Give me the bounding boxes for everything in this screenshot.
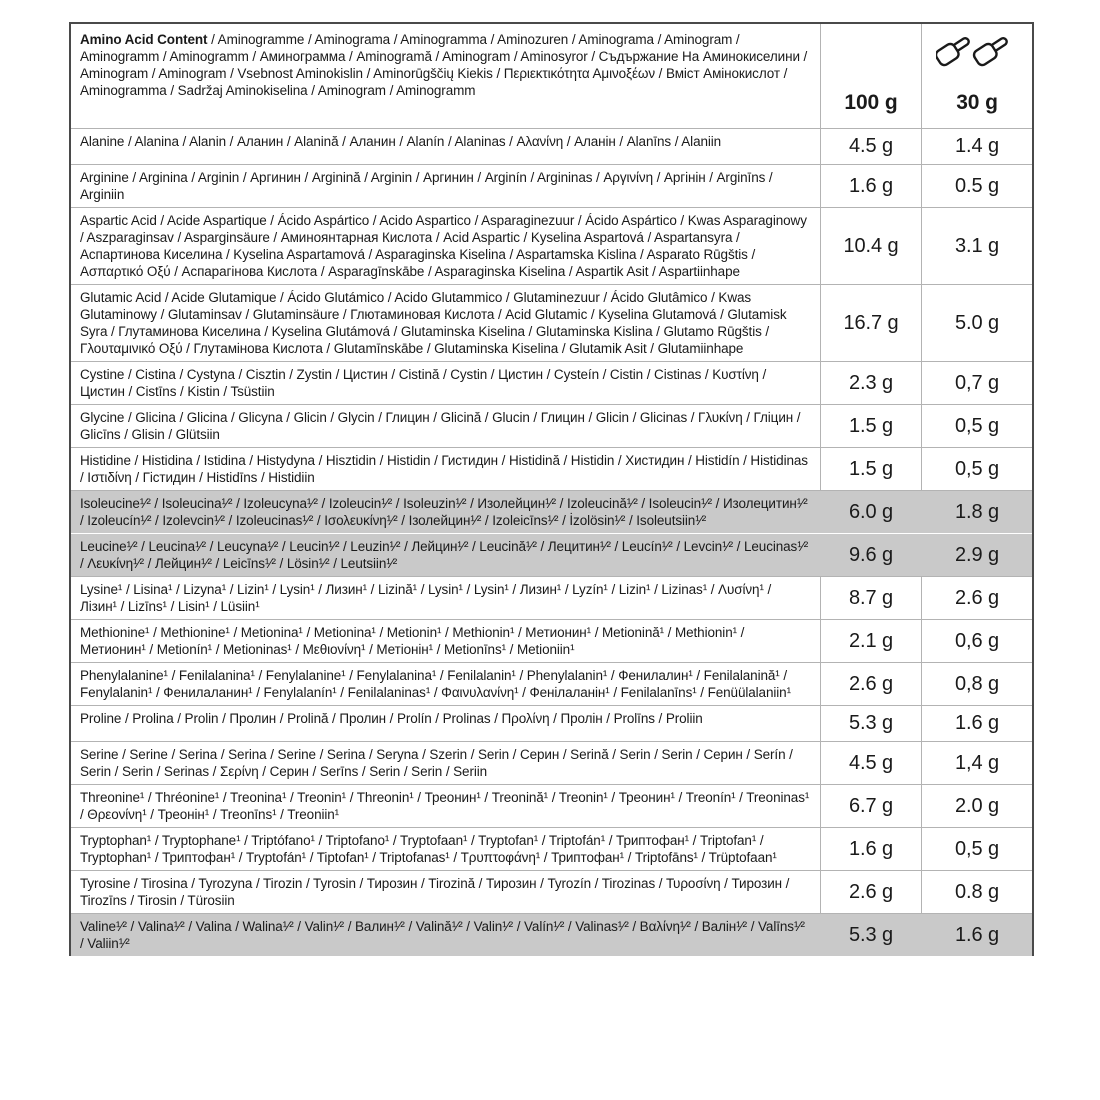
value-100g: 1.6 g [820, 828, 921, 870]
table-row [71, 207, 1032, 284]
value-100g: 5.3 g [849, 923, 893, 946]
amino-acid-names: Glutamic Acid / Acide Glutamique / Ácido Glutámico / Acido Glutammico / Glutaminezuur / Ácido Glutâmico / Kwas Glutaminowy / Glutaminsav / Glutaminsäure / Глютаминовая Кислота / Acid Glutamic / Kyselina Glutamová / Glutamisk Syra / Глутаминова Киселина / Kyselina Glutámová / Glutaminska Kiselina / Glutaminska Kislina / Glutamo Rūgštis / Γλουταμινικό Οξύ / Глутамінова Кислота / Glutamīnskābe / Glutaminska Kiselina / Glutamik Asit / Glutamiinhape [80, 290, 787, 356]
table-header-row [71, 24, 1032, 128]
column-header-30g [921, 24, 1032, 128]
table-row [71, 870, 1032, 913]
value-100g: 16.7 g [820, 285, 921, 361]
value-100g: 1.5 g [820, 448, 921, 490]
value-100g: 8.7 g [820, 577, 921, 619]
amino-acid-table [69, 22, 1034, 956]
amino-acid-names: Valine¹⁄² / Valina¹⁄² / Valina / Walina¹⁄² / Valin¹⁄² / Валин¹⁄² / Valină¹⁄² / Valin¹⁄² / Valín¹⁄² / Valinas¹⁄² / Βαλίνη¹⁄² / Валін¹⁄² / Valīns¹⁄² / Valiin¹⁄² [80, 919, 805, 951]
value-30g: 0.5 g [921, 165, 1032, 207]
table-row [71, 576, 1032, 619]
table-row [71, 447, 1032, 490]
value-100g: 9.6 g [849, 543, 893, 566]
amino-acid-names: Cystine / Cistina / Cystyna / Cisztin / Zystin / Цистин / Cistină / Cystin / Цистин / Cysteín / Cistin / Cistinas / Κυστίνη / Цистин / Cistīns / Kistin / Tsüstiin [80, 367, 767, 399]
table-row [71, 164, 1032, 207]
value-30g: 2.6 g [921, 577, 1032, 619]
amino-acid-names: Lysine¹ / Lisina¹ / Lizyna¹ / Lizin¹ / Lysin¹ / Лизин¹ / Lizină¹ / Lysin¹ / Lysin¹ / Лизин¹ / Lyzín¹ / Lizin¹ / Lizinas¹ / Λυσίνη¹ / Лізин¹ / Lizīns¹ / Lisin¹ / Lüsiin¹ [80, 582, 772, 614]
table-row [71, 741, 1032, 784]
column-header-100g: 100 g [820, 24, 921, 128]
table-row [71, 784, 1032, 827]
table-row [71, 827, 1032, 870]
amino-acid-names: Proline / Prolina / Prolin / Пролин / Prolină / Пролин / Prolín / Prolinas / Προλίνη / Пролін / Prolīns / Proliin [80, 711, 703, 726]
value-30g: 5.0 g [921, 285, 1032, 361]
value-100g: 2.3 g [820, 362, 921, 404]
amino-acid-names: Isoleucine¹⁄² / Isoleucina¹⁄² / Izoleucyna¹⁄² / Izoleucin¹⁄² / Isoleuzin¹⁄² / Изолейцин¹⁄² / Izoleucină¹⁄² / Isoleucin¹⁄² / Изолецитин¹⁄² / Izoleucín¹⁄² / Izolevcin¹⁄² / Izoleucinas¹⁄² / Ισολευκίνη¹⁄² / Ізолейцин¹⁄² / Izoleicīns¹⁄² / İzolösin¹⁄² / Isoleutsiin¹⁄² [80, 496, 808, 528]
amino-acid-names: Arginine / Arginina / Arginin / Аргинин / Arginină / Arginin / Аргинин / Arginín / Argininas / Αργινίνη / Аргінін / Arginīns / Arginiin [80, 170, 773, 202]
table-title-translations: / Aminogramme / Aminograma / Aminogramma / Aminozuren / Aminograma / Aminogram / Aminogramm / Aminogramm / Аминограмма / Aminogramă / Aminogram / Aminosyror / Съдържание На Аминокиселини / Aminogram / Aminogram / Vsebnost Aminokislin / Aminorūgščių Kiekis / Περιεκτικότητα Αμινοξέων / Вміст Амінокислот / Aminogramma / Sadržaj Aminokiselina / Aminogram / Aminogramm [80, 32, 808, 98]
value-30g: 0,5 g [921, 828, 1032, 870]
value-30g: 0,5 g [921, 448, 1032, 490]
value-100g: 2.1 g [820, 620, 921, 662]
value-30g: 0.8 g [921, 871, 1032, 913]
measuring-scoops-icon [936, 32, 1018, 74]
amino-acid-names: Methionine¹ / Methionine¹ / Metionina¹ / Metionina¹ / Metionin¹ / Methionin¹ / Метионин¹ / Metionină¹ / Methionin¹ / Метионин¹ / Metionín¹ / Metioninas¹ / Μεθιονίνη¹ / Метіонін¹ / Metionīns¹ / Metioniin¹ [80, 625, 745, 657]
value-30g: 2.9 g [955, 543, 999, 566]
value-100g: 2.6 g [820, 871, 921, 913]
table-row-highlighted [71, 490, 1032, 533]
value-100g: 1.5 g [820, 405, 921, 447]
amino-acid-names: Glycine / Glicina / Glicina / Glicyna / Glicin / Glycin / Глицин / Glicină / Glucin / Глицин / Glicin / Glicinas / Γλυκίνη / Гліцин / Glicīns / Glisin / Glütsiin [80, 410, 801, 442]
amino-acid-names: Aspartic Acid / Acide Aspartique / Ácido Aspártico / Acido Aspartico / Asparaginezuur / Ácido Aspártico / Kwas Asparaginowy / Aszparaginsav / Asparginsäure / Аминоянтарная Кислота / Acid Aspartic / Kyselina Aspartová / Aspartansyra / Аспартинова Киселина / Kyselina Aspartamová / Asparaginska Kiselina / Aspartamska Kislina / Asparato Rūgštis / Ασπαρτικό Οξύ / Аспарагінова Кислота / Asparagīnskābe / Asparaginska Kiselina / Aspartik Asit / Aspartiinhape [80, 213, 807, 279]
value-30g: 1.6 g [921, 706, 1032, 741]
value-100g: 6.0 g [849, 500, 893, 523]
table-row [71, 662, 1032, 705]
value-30g: 0,6 g [921, 620, 1032, 662]
value-100g: 5.3 g [820, 706, 921, 741]
value-30g: 1,4 g [921, 742, 1032, 784]
value-100g: 2.6 g [820, 663, 921, 705]
table-row-highlighted [71, 913, 1032, 956]
value-100g: 4.5 g [820, 129, 921, 164]
amino-acid-names: Leucine¹⁄² / Leucina¹⁄² / Leucyna¹⁄² / Leucin¹⁄² / Leuzin¹⁄² / Лейцин¹⁄² / Leucină¹⁄² / Лецитин¹⁄² / Leucín¹⁄² / Levcin¹⁄² / Leucinas¹⁄² / Λευκίνη¹⁄² / Лейцин¹⁄² / Leicīns¹⁄² / Lösin¹⁄² / Leutsiin¹⁄² [80, 539, 809, 571]
value-30g: 1.4 g [921, 129, 1032, 164]
amino-acid-names: Serine / Serine / Serina / Serina / Serine / Serina / Seryna / Szerin / Serin / Серин / Serină / Serin / Serin / Серин / Serín / Serin / Serin / Serinas / Σερίνη / Серин / Serīns / Serin / Serin / Seriin [80, 747, 793, 779]
value-30g: 1.8 g [955, 500, 999, 523]
amino-acid-names: Threonine¹ / Thréonine¹ / Treonina¹ / Treonin¹ / Threonin¹ / Треонин¹ / Treonină¹ / Treonin¹ / Треонин¹ / Treonín¹ / Treoninas¹ / Θρεονίνη¹ / Треонін¹ / Treonīns¹ / Treoniin¹ [80, 790, 810, 822]
value-30g: 3.1 g [921, 208, 1032, 284]
table-row [71, 128, 1032, 164]
table-row [71, 284, 1032, 361]
amino-acid-names: Alanine / Alanina / Alanin / Аланин / Alanină / Аланин / Alanín / Alaninas / Αλανίνη / Аланін / Alanīns / Alaniin [80, 134, 722, 149]
table-row-highlighted [71, 533, 1032, 576]
amino-acid-names: Tryptophan¹ / Tryptophane¹ / Triptófano¹ / Triptofano¹ / Tryptofaan¹ / Tryptofan¹ / Triptofán¹ / Триптофан¹ / Triptofan¹ / Tryptophan¹ / Триптофан¹ / Tryptofán¹ / Tiptofan¹ / Triptofanas¹ / Τρυπτοφάνη¹ / Триптофан¹ / Triptofāns¹ / Trüptofaan¹ [80, 833, 777, 865]
table-title-bold: Amino Acid Content [80, 32, 208, 47]
value-30g: 0,8 g [921, 663, 1032, 705]
table-row [71, 361, 1032, 404]
value-30g: 0,7 g [921, 362, 1032, 404]
value-30g: 2.0 g [921, 785, 1032, 827]
amino-acid-names: Tyrosine / Tirosina / Tyrozyna / Tirozin / Tyrosin / Тирозин / Tirozină / Тирозин / Tyrozín / Tirozinas / Τυροσίνη / Тирозин / Tirozīns / Tirosin / Türosiin [80, 876, 790, 908]
table-row [71, 619, 1032, 662]
value-100g: 6.7 g [820, 785, 921, 827]
value-100g: 1.6 g [820, 165, 921, 207]
value-30g: 1.6 g [955, 923, 999, 946]
amino-acid-names: Phenylalanine¹ / Fenilalanina¹ / Fenylalanine¹ / Fenylalanina¹ / Fenilalanin¹ / Phenylalanin¹ / Фенилалин¹ / Fenilalanină¹ / Fenylalanin¹ / Фенилаланин¹ / Fenylalanín¹ / Fenilalaninas¹ / Φαινυλανίνη¹ / Фенілаланін¹ / Fenilalanīns¹ / Fenüülalaniin¹ [80, 668, 791, 700]
table-row [71, 705, 1032, 741]
value-100g: 10.4 g [820, 208, 921, 284]
value-100g: 4.5 g [820, 742, 921, 784]
column-header-30g-label: 30 g [956, 91, 998, 114]
amino-acid-names: Histidine / Histidina / Istidina / Histydyna / Hisztidin / Histidin / Гистидин / Histidină / Histidin / Хистидин / Histidín / Histidinas / Ιστιδίνη / Гістидин / Histidīns / Histidiin [80, 453, 808, 485]
table-title [71, 24, 820, 128]
table-row [71, 404, 1032, 447]
value-30g: 0,5 g [921, 405, 1032, 447]
